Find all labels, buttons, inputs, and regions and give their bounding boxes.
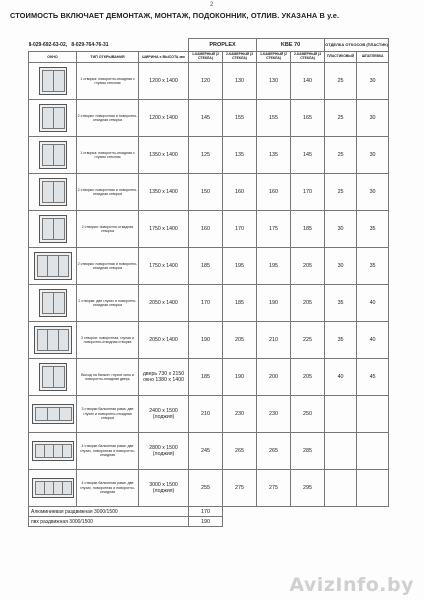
bottom-price-pvc: 190 xyxy=(189,517,223,527)
header-proplex-glass1: 1-КАМЕРНЫЙ (2 СТЕКЛА) xyxy=(189,52,223,63)
price-proplex-glass2: 155 xyxy=(223,100,257,137)
price-kbe-glass1: 130 xyxy=(257,63,291,100)
price-kbe-glass2: 295 xyxy=(291,470,325,507)
price-kbe-glass2: 185 xyxy=(291,211,325,248)
size: 1350 х 1400 xyxy=(139,137,189,174)
price-slopes-plastic: 30 xyxy=(325,211,357,248)
bottom-label-pvc: пвх раздвижная 3000/1500 xyxy=(29,517,189,527)
window-drawing-cell xyxy=(29,63,77,100)
window-drawing-cell xyxy=(29,359,77,396)
header-plaster: ПЛАСТИКОВЫЙ xyxy=(325,52,357,63)
price-slopes-putty: 40 xyxy=(357,285,389,322)
price-proplex-glass2: 170 xyxy=(223,211,257,248)
size: 2050 х 1400 xyxy=(139,285,189,322)
opening-type: 1 створка: поворотно-откидная с глухим стеклом xyxy=(77,63,139,100)
price-slopes-plastic: 25 xyxy=(325,100,357,137)
watermark: AvizInfo.by xyxy=(289,574,414,596)
size: дверь 730 х 2150 окно 1380 х 1400 xyxy=(139,359,189,396)
price-kbe-glass1: 175 xyxy=(257,211,291,248)
price-kbe-glass2: 170 xyxy=(291,174,325,211)
price-kbe-glass1: 135 xyxy=(257,137,291,174)
phones xyxy=(29,39,189,52)
price-proplex-glass1: 150 xyxy=(189,174,223,211)
price-proplex-glass2: 160 xyxy=(223,174,257,211)
price-kbe-glass2: 145 xyxy=(291,137,325,174)
price-kbe-glass2: 205 xyxy=(291,248,325,285)
header-window: ОКНО xyxy=(29,52,77,63)
table-row xyxy=(29,174,389,211)
price-slopes-putty xyxy=(357,433,389,470)
header-size: ШИРИНА х ВЫСОТА мм xyxy=(139,52,189,63)
phone-1: 8-029-692-63-02, xyxy=(28,41,68,48)
window-drawing-cell xyxy=(29,322,77,359)
bottom-label-aluminium: Алюминиевая раздвижная 3000/1500 xyxy=(29,507,189,517)
price-kbe-glass1: 275 xyxy=(257,470,291,507)
price-proplex-glass1: 170 xyxy=(189,285,223,322)
table-row xyxy=(29,211,389,248)
bottom-price-aluminium: 170 xyxy=(189,507,223,517)
price-slopes-plastic: 40 xyxy=(325,359,357,396)
price-table xyxy=(28,38,389,527)
price-slopes-putty xyxy=(357,470,389,507)
window-drawing-cell xyxy=(29,248,77,285)
price-slopes-plastic xyxy=(325,433,357,470)
price-slopes-putty: 30 xyxy=(357,63,389,100)
price-kbe-glass2: 285 xyxy=(291,433,325,470)
table-row xyxy=(29,63,389,100)
price-proplex-glass2: 130 xyxy=(223,63,257,100)
window-diagram-icon xyxy=(39,363,67,391)
table-row xyxy=(29,248,389,285)
size: 1750 х 1400 xyxy=(139,248,189,285)
price-kbe-glass1: 200 xyxy=(257,359,291,396)
price-proplex-glass2: 230 xyxy=(223,396,257,433)
price-kbe-glass1: 230 xyxy=(257,396,291,433)
header-kbe: KBE 70 xyxy=(257,39,325,52)
price-kbe-glass2: 205 xyxy=(291,359,325,396)
size: 3000 х 1500 (лоджия) xyxy=(139,470,189,507)
price-slopes-putty: 40 xyxy=(357,322,389,359)
price-proplex-glass2: 205 xyxy=(223,322,257,359)
opening-type: Выход на балкон: глухое окно и поворотно-откидная дверь xyxy=(77,359,139,396)
price-proplex-glass2: 195 xyxy=(223,248,257,285)
header-kbe-glass2: 2-КАМЕРНЫЙ (3 СТЕКЛА) xyxy=(291,52,325,63)
table-row xyxy=(29,396,389,433)
price-kbe-glass1: 210 xyxy=(257,322,291,359)
header-opening: ТИП ОТКРЫВАНИЯ xyxy=(77,52,139,63)
price-proplex-glass2: 190 xyxy=(223,359,257,396)
window-drawing-cell xyxy=(29,470,77,507)
window-diagram-icon xyxy=(39,289,67,317)
opening-type: 2 створки: поворотная и поворотно-откидная створка xyxy=(77,174,139,211)
price-slopes-plastic: 35 xyxy=(325,322,357,359)
window-drawing-cell xyxy=(29,137,77,174)
size: 2400 х 1500 (лоджия) xyxy=(139,396,189,433)
table-row xyxy=(29,100,389,137)
window-drawing-cell xyxy=(29,433,77,470)
size: 2050 х 1400 xyxy=(139,322,189,359)
window-diagram-icon xyxy=(34,326,72,354)
price-proplex-glass1: 245 xyxy=(189,433,223,470)
opening-type: 4 створки балконная рама: две глухих, поворотная и поворотно-откидная xyxy=(77,433,139,470)
opening-type: 3 створки балконная рама: две глухих и поворотно-откидная створка xyxy=(77,396,139,433)
price-slopes-plastic: 25 xyxy=(325,63,357,100)
price-kbe-glass1: 155 xyxy=(257,100,291,137)
price-proplex-glass2: 135 xyxy=(223,137,257,174)
price-slopes-plastic: 35 xyxy=(325,285,357,322)
table-row xyxy=(29,433,389,470)
page-number: 2 xyxy=(210,2,214,8)
header-proplex-glass2: 2-КАМЕРНЫЙ (3 СТЕКЛА) xyxy=(223,52,257,63)
price-proplex-glass1: 185 xyxy=(189,359,223,396)
price-proplex-glass1: 145 xyxy=(189,100,223,137)
price-slopes-putty: 35 xyxy=(357,211,389,248)
page-title: СТОИМОСТЬ ВКЛЮЧАЕТ ДЕМОНТАЖ, МОНТАЖ, ПОДОКОННИК, ОТЛИВ. УКАЗАНА В у.е. xyxy=(10,11,340,20)
price-slopes-plastic: 30 xyxy=(325,248,357,285)
window-drawing-cell xyxy=(29,211,77,248)
size: 1200 х 1400 xyxy=(139,100,189,137)
opening-type: 2 створки: поворотно-откидная створка xyxy=(77,211,139,248)
price-kbe-glass2: 225 xyxy=(291,322,325,359)
window-drawing-cell xyxy=(29,396,77,433)
price-kbe-glass1: 190 xyxy=(257,285,291,322)
opening-type: 2 створки: две глухих и поворотно-откидная створка xyxy=(77,285,139,322)
table-row xyxy=(29,137,389,174)
price-slopes-putty: 30 xyxy=(357,137,389,174)
price-kbe-glass1: 160 xyxy=(257,174,291,211)
window-diagram-icon xyxy=(32,441,74,461)
price-kbe-glass2: 140 xyxy=(291,63,325,100)
price-proplex-glass2: 265 xyxy=(223,433,257,470)
size: 1750 х 1400 xyxy=(139,211,189,248)
window-diagram-icon xyxy=(34,252,72,280)
price-kbe-glass1: 195 xyxy=(257,248,291,285)
window-diagram-icon xyxy=(39,178,67,206)
price-slopes-plastic xyxy=(325,396,357,433)
price-kbe-glass2: 205 xyxy=(291,285,325,322)
price-proplex-glass1: 210 xyxy=(189,396,223,433)
price-slopes-putty: 45 xyxy=(357,359,389,396)
opening-type: 2 створки: поворотная и поворотно-откидная створка xyxy=(77,248,139,285)
price-proplex-glass1: 185 xyxy=(189,248,223,285)
window-diagram-icon xyxy=(39,67,67,95)
window-diagram-icon xyxy=(39,104,67,132)
size: 2800 х 1500 (лоджия) xyxy=(139,433,189,470)
price-proplex-glass1: 120 xyxy=(189,63,223,100)
table-row xyxy=(29,285,389,322)
window-drawing-cell xyxy=(29,174,77,211)
price-slopes-putty: 30 xyxy=(357,174,389,211)
price-proplex-glass1: 160 xyxy=(189,211,223,248)
size: 1350 х 1400 xyxy=(139,174,189,211)
opening-type: 1 створка: поворотно-откидная с глухим стеклом xyxy=(77,137,139,174)
phone-2: 8-029-764-76-31 xyxy=(71,41,109,48)
price-proplex-glass1: 255 xyxy=(189,470,223,507)
price-proplex-glass2: 275 xyxy=(223,470,257,507)
price-kbe-glass2: 250 xyxy=(291,396,325,433)
price-slopes-putty: 35 xyxy=(357,248,389,285)
window-drawing-cell xyxy=(29,285,77,322)
header-putty: ШПАТЛЕВКА xyxy=(357,52,389,63)
header-proplex: PROPLEX xyxy=(189,39,257,52)
price-kbe-glass2: 165 xyxy=(291,100,325,137)
price-kbe-glass1: 265 xyxy=(257,433,291,470)
price-proplex-glass1: 125 xyxy=(189,137,223,174)
table-row xyxy=(29,322,389,359)
opening-type: 3 створки: поворотная, глухая и поворотно-откидная створка xyxy=(77,322,139,359)
price-slopes-putty: 30 xyxy=(357,100,389,137)
opening-type: 2 створки: поворотная и поворотно-откидная створка xyxy=(77,100,139,137)
size: 1200 х 1400 xyxy=(139,63,189,100)
window-diagram-icon xyxy=(32,478,74,498)
window-diagram-icon xyxy=(32,404,74,424)
opening-type: 4 створки балконная рама: две глухих, поворотная и поворотно-откидная xyxy=(77,470,139,507)
window-drawing-cell xyxy=(29,100,77,137)
window-diagram-icon xyxy=(39,141,67,169)
price-proplex-glass1: 190 xyxy=(189,322,223,359)
table-row xyxy=(29,359,389,396)
window-diagram-icon xyxy=(39,215,67,243)
price-slopes-plastic xyxy=(325,470,357,507)
table-row xyxy=(29,470,389,507)
price-slopes-putty xyxy=(357,396,389,433)
price-slopes-plastic: 25 xyxy=(325,174,357,211)
header-kbe-glass1: 1-КАМЕРНЫЙ (2 СТЕКЛА) xyxy=(257,52,291,63)
price-proplex-glass2: 185 xyxy=(223,285,257,322)
header-slopes: ОТДЕЛКА ОТКОСОВ (ПЛАСТИК) xyxy=(325,39,389,52)
price-slopes-plastic: 25 xyxy=(325,137,357,174)
